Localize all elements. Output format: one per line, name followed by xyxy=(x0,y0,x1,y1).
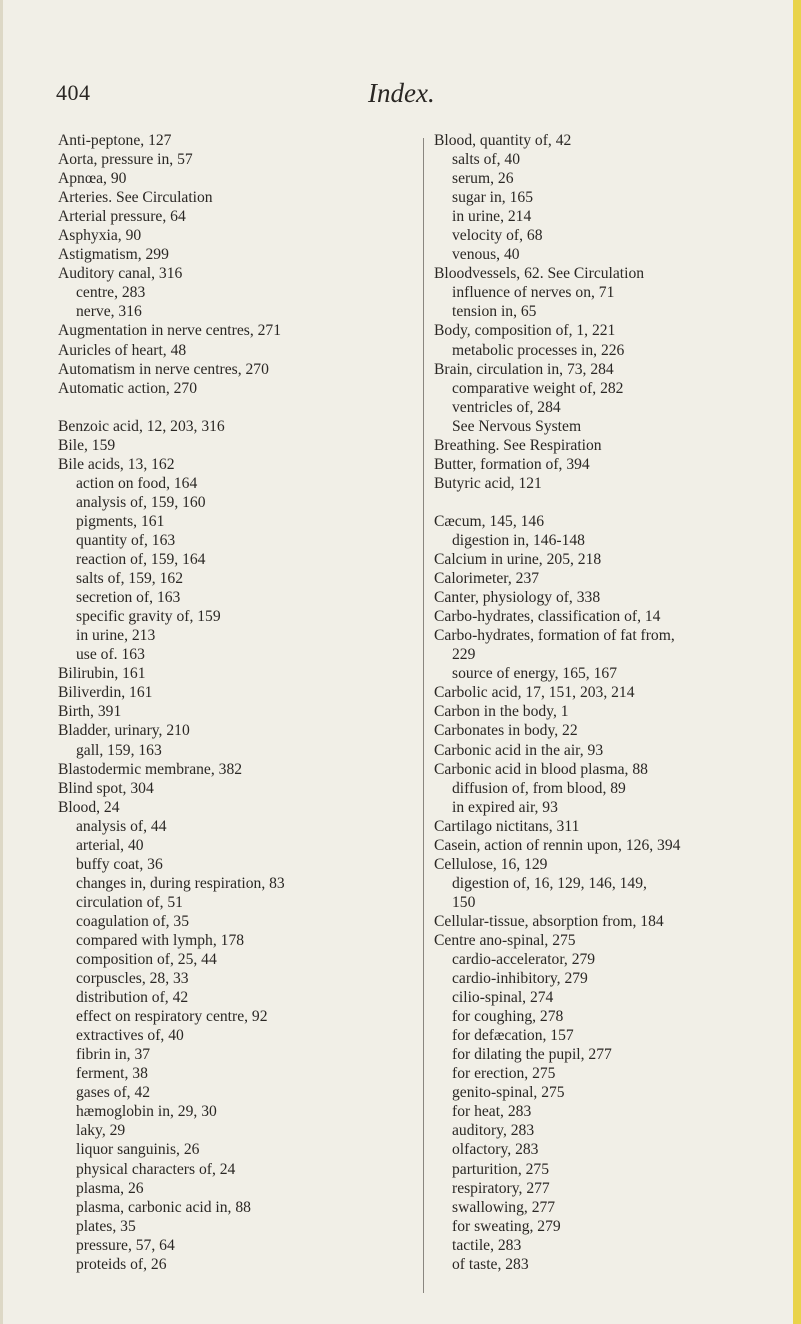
index-subentry: nerve, 316 xyxy=(76,303,142,321)
index-entry: Carbonic acid in the air, 93 xyxy=(434,741,604,759)
index-subentry: in urine, 214 xyxy=(452,208,532,226)
index-subentry: in urine, 213 xyxy=(76,627,156,645)
index-entry: Carbonic acid in blood plasma, 88 xyxy=(434,760,648,778)
index-subentry: plasma, carbonic acid in, 88 xyxy=(76,1198,251,1216)
index-entry: Bloodvessels, 62. See Circulation xyxy=(434,265,645,283)
index-subentry: ferment, 38 xyxy=(76,1065,148,1083)
index-subentry: changes in, during respiration, 83 xyxy=(76,874,285,892)
index-subentry: fibrin in, 37 xyxy=(76,1046,151,1064)
index-subentry: centre, 283 xyxy=(76,284,146,302)
index-entry: Biliverdin, 161 xyxy=(58,684,153,702)
index-subentry: tactile, 283 xyxy=(452,1236,522,1254)
index-subentry: gases of, 42 xyxy=(76,1084,151,1102)
index-subentry: salts of, 159, 162 xyxy=(76,570,183,588)
index-subentry: swallowing, 277 xyxy=(452,1198,556,1216)
index-entry: Astigmatism, 299 xyxy=(58,246,169,264)
index-subentry: respiratory, 277 xyxy=(452,1179,550,1197)
index-subentry: buffy coat, 36 xyxy=(76,855,163,873)
index-subentry: effect on respiratory centre, 92 xyxy=(76,1008,268,1026)
index-subentry: composition of, 25, 44 xyxy=(76,951,217,969)
index-section-gap xyxy=(434,493,780,512)
index-subentry: in expired air, 93 xyxy=(452,798,558,816)
index-subentry: for defæcation, 157 xyxy=(452,1027,574,1045)
index-subentry: source of energy, 165, 167 xyxy=(452,665,617,683)
index-subentry: for sweating, 279 xyxy=(452,1217,561,1235)
running-title: Index. xyxy=(368,78,435,108)
index-subentry: quantity of, 163 xyxy=(76,531,176,549)
index-subentry: olfactory, 283 xyxy=(452,1141,539,1159)
index-subentry: corpuscles, 28, 33 xyxy=(76,970,189,988)
index-entry: Apnœa, 90 xyxy=(58,170,127,188)
index-subentry: proteids of, 26 xyxy=(76,1255,167,1273)
index-entry: Bladder, urinary, 210 xyxy=(58,722,190,740)
index-entry: Brain, circulation in, 73, 284 xyxy=(434,360,614,378)
index-subentry: influence of nerves on, 71 xyxy=(452,284,615,302)
index-entry: Cartilago nictitans, 311 xyxy=(434,817,580,835)
index-subentry: salts of, 40 xyxy=(452,151,521,169)
index-subentry: See Nervous System xyxy=(452,417,582,435)
index-subentry: plasma, 26 xyxy=(76,1179,144,1197)
index-entry: Carbonates in body, 22 xyxy=(434,722,578,740)
page-number: 404 xyxy=(56,80,91,105)
index-subentry: diffusion of, from blood, 89 xyxy=(452,779,626,797)
index-subentry: 150 xyxy=(452,893,476,911)
index-entry: Calcium in urine, 205, 218 xyxy=(434,551,602,569)
index-column-right xyxy=(434,131,780,1274)
index-entry: Calorimeter, 237 xyxy=(434,570,540,588)
index-entry: Body, composition of, 1, 221 xyxy=(434,322,616,340)
index-subentry: gall, 159, 163 xyxy=(76,741,162,759)
index-entry: Centre ano-spinal, 275 xyxy=(434,931,576,949)
index-subentry: parturition, 275 xyxy=(452,1160,550,1178)
index-subentry: metabolic processes in, 226 xyxy=(452,341,625,359)
index-subentry: action on food, 164 xyxy=(76,474,198,492)
index-subentry: serum, 26 xyxy=(452,170,514,188)
index-subentry: physical characters of, 24 xyxy=(76,1160,236,1178)
index-entry: Anti-peptone, 127 xyxy=(58,132,172,149)
index-subentry: comparative weight of, 282 xyxy=(452,379,624,397)
index-entry: Auricles of heart, 48 xyxy=(58,341,187,359)
index-entry: Carbon in the body, 1 xyxy=(434,703,569,721)
index-entry: Cellulose, 16, 129 xyxy=(434,855,548,873)
page-left-edge xyxy=(0,0,3,1324)
page-header xyxy=(0,78,801,118)
index-subentry: cardio-inhibitory, 279 xyxy=(452,970,588,988)
index-subentry: extractives of, 40 xyxy=(76,1027,184,1045)
index-entry: Blood, 24 xyxy=(58,798,120,816)
index-subentry: tension in, 65 xyxy=(452,303,537,321)
index-subentry: for erection, 275 xyxy=(452,1065,556,1083)
index-entry: Bile acids, 13, 162 xyxy=(58,455,175,473)
index-entry: Asphyxia, 90 xyxy=(58,227,142,245)
index-subentry: digestion of, 16, 129, 146, 149, xyxy=(452,874,647,892)
index-entry: Arterial pressure, 64 xyxy=(58,208,186,226)
index-entry: Carbo-hydrates, formation of fat from, xyxy=(434,627,675,645)
index-entry: Arteries. See Circulation xyxy=(58,189,213,207)
index-subentry: auditory, 283 xyxy=(452,1122,535,1140)
index-entry: Automatic action, 270 xyxy=(58,379,198,397)
index-entry: Breathing. See Respiration xyxy=(434,436,602,454)
index-subentry: digestion in, 146-148 xyxy=(452,531,585,549)
index-subentry: laky, 29 xyxy=(76,1122,126,1140)
index-entry: Cæcum, 145, 146 xyxy=(434,512,545,530)
index-column-left xyxy=(58,131,404,1274)
index-subentry: plates, 35 xyxy=(76,1217,136,1235)
index-subentry: velocity of, 68 xyxy=(452,227,543,245)
index-entry: Bile, 159 xyxy=(58,436,116,454)
index-subentry: specific gravity of, 159 xyxy=(76,608,221,626)
index-entry: Carbolic acid, 17, 151, 203, 214 xyxy=(434,684,635,702)
index-subentry: analysis of, 159, 160 xyxy=(76,493,206,511)
index-subentry: coagulation of, 35 xyxy=(76,912,190,930)
index-subentry: ventricles of, 284 xyxy=(452,398,561,416)
index-entry: Blood, quantity of, 42 xyxy=(434,132,572,149)
index-subentry: liquor sanguinis, 26 xyxy=(76,1141,200,1159)
index-subentry: compared with lymph, 178 xyxy=(76,931,245,949)
index-subentry: use of. 163 xyxy=(76,646,145,664)
index-entry: Blind spot, 304 xyxy=(58,779,154,797)
index-subentry: sugar in, 165 xyxy=(452,189,533,207)
index-entry: Aorta, pressure in, 57 xyxy=(58,151,193,169)
index-subentry: secretion of, 163 xyxy=(76,589,181,607)
index-entry: Bilirubin, 161 xyxy=(58,665,146,683)
index-subentry: pigments, 161 xyxy=(76,512,165,530)
index-entry: Butyric acid, 121 xyxy=(434,474,542,492)
index-subentry: analysis of, 44 xyxy=(76,817,167,835)
index-subentry: for coughing, 278 xyxy=(452,1008,564,1026)
index-subentry: reaction of, 159, 164 xyxy=(76,551,206,569)
index-subentry: cardio-accelerator, 279 xyxy=(452,951,596,969)
index-entry: Blastodermic membrane, 382 xyxy=(58,760,243,778)
page-right-edge xyxy=(793,0,801,1324)
index-entry: Automatism in nerve centres, 270 xyxy=(58,360,269,378)
index-subentry: distribution of, 42 xyxy=(76,989,189,1007)
index-subentry: genito-spinal, 275 xyxy=(452,1084,565,1102)
index-entry: Carbo-hydrates, classification of, 14 xyxy=(434,608,661,626)
column-divider xyxy=(423,138,424,1293)
index-subentry: 229 xyxy=(452,646,476,664)
index-subentry: pressure, 57, 64 xyxy=(76,1236,175,1254)
index-entry: Birth, 391 xyxy=(58,703,122,721)
index-subentry: cilio-spinal, 274 xyxy=(452,989,554,1007)
index-subentry: circulation of, 51 xyxy=(76,893,183,911)
index-subentry: venous, 40 xyxy=(452,246,520,264)
index-entry: Canter, physiology of, 338 xyxy=(434,589,601,607)
index-subentry: arterial, 40 xyxy=(76,836,144,854)
index-entry: Auditory canal, 316 xyxy=(58,265,183,283)
index-entry: Augmentation in nerve centres, 271 xyxy=(58,322,282,340)
index-subentry: of taste, 283 xyxy=(452,1255,529,1273)
index-entry: Benzoic acid, 12, 203, 316 xyxy=(58,417,225,435)
index-entry: Butter, formation of, 394 xyxy=(434,455,590,473)
index-entry: Casein, action of rennin upon, 126, 394 xyxy=(434,836,681,854)
index-subentry: for dilating the pupil, 277 xyxy=(452,1046,612,1064)
index-entry: Cellular-tissue, absorption from, 184 xyxy=(434,912,664,930)
index-subentry: hæmoglobin in, 29, 30 xyxy=(76,1103,217,1121)
index-section-gap xyxy=(58,398,404,417)
index-subentry: for heat, 283 xyxy=(452,1103,532,1121)
